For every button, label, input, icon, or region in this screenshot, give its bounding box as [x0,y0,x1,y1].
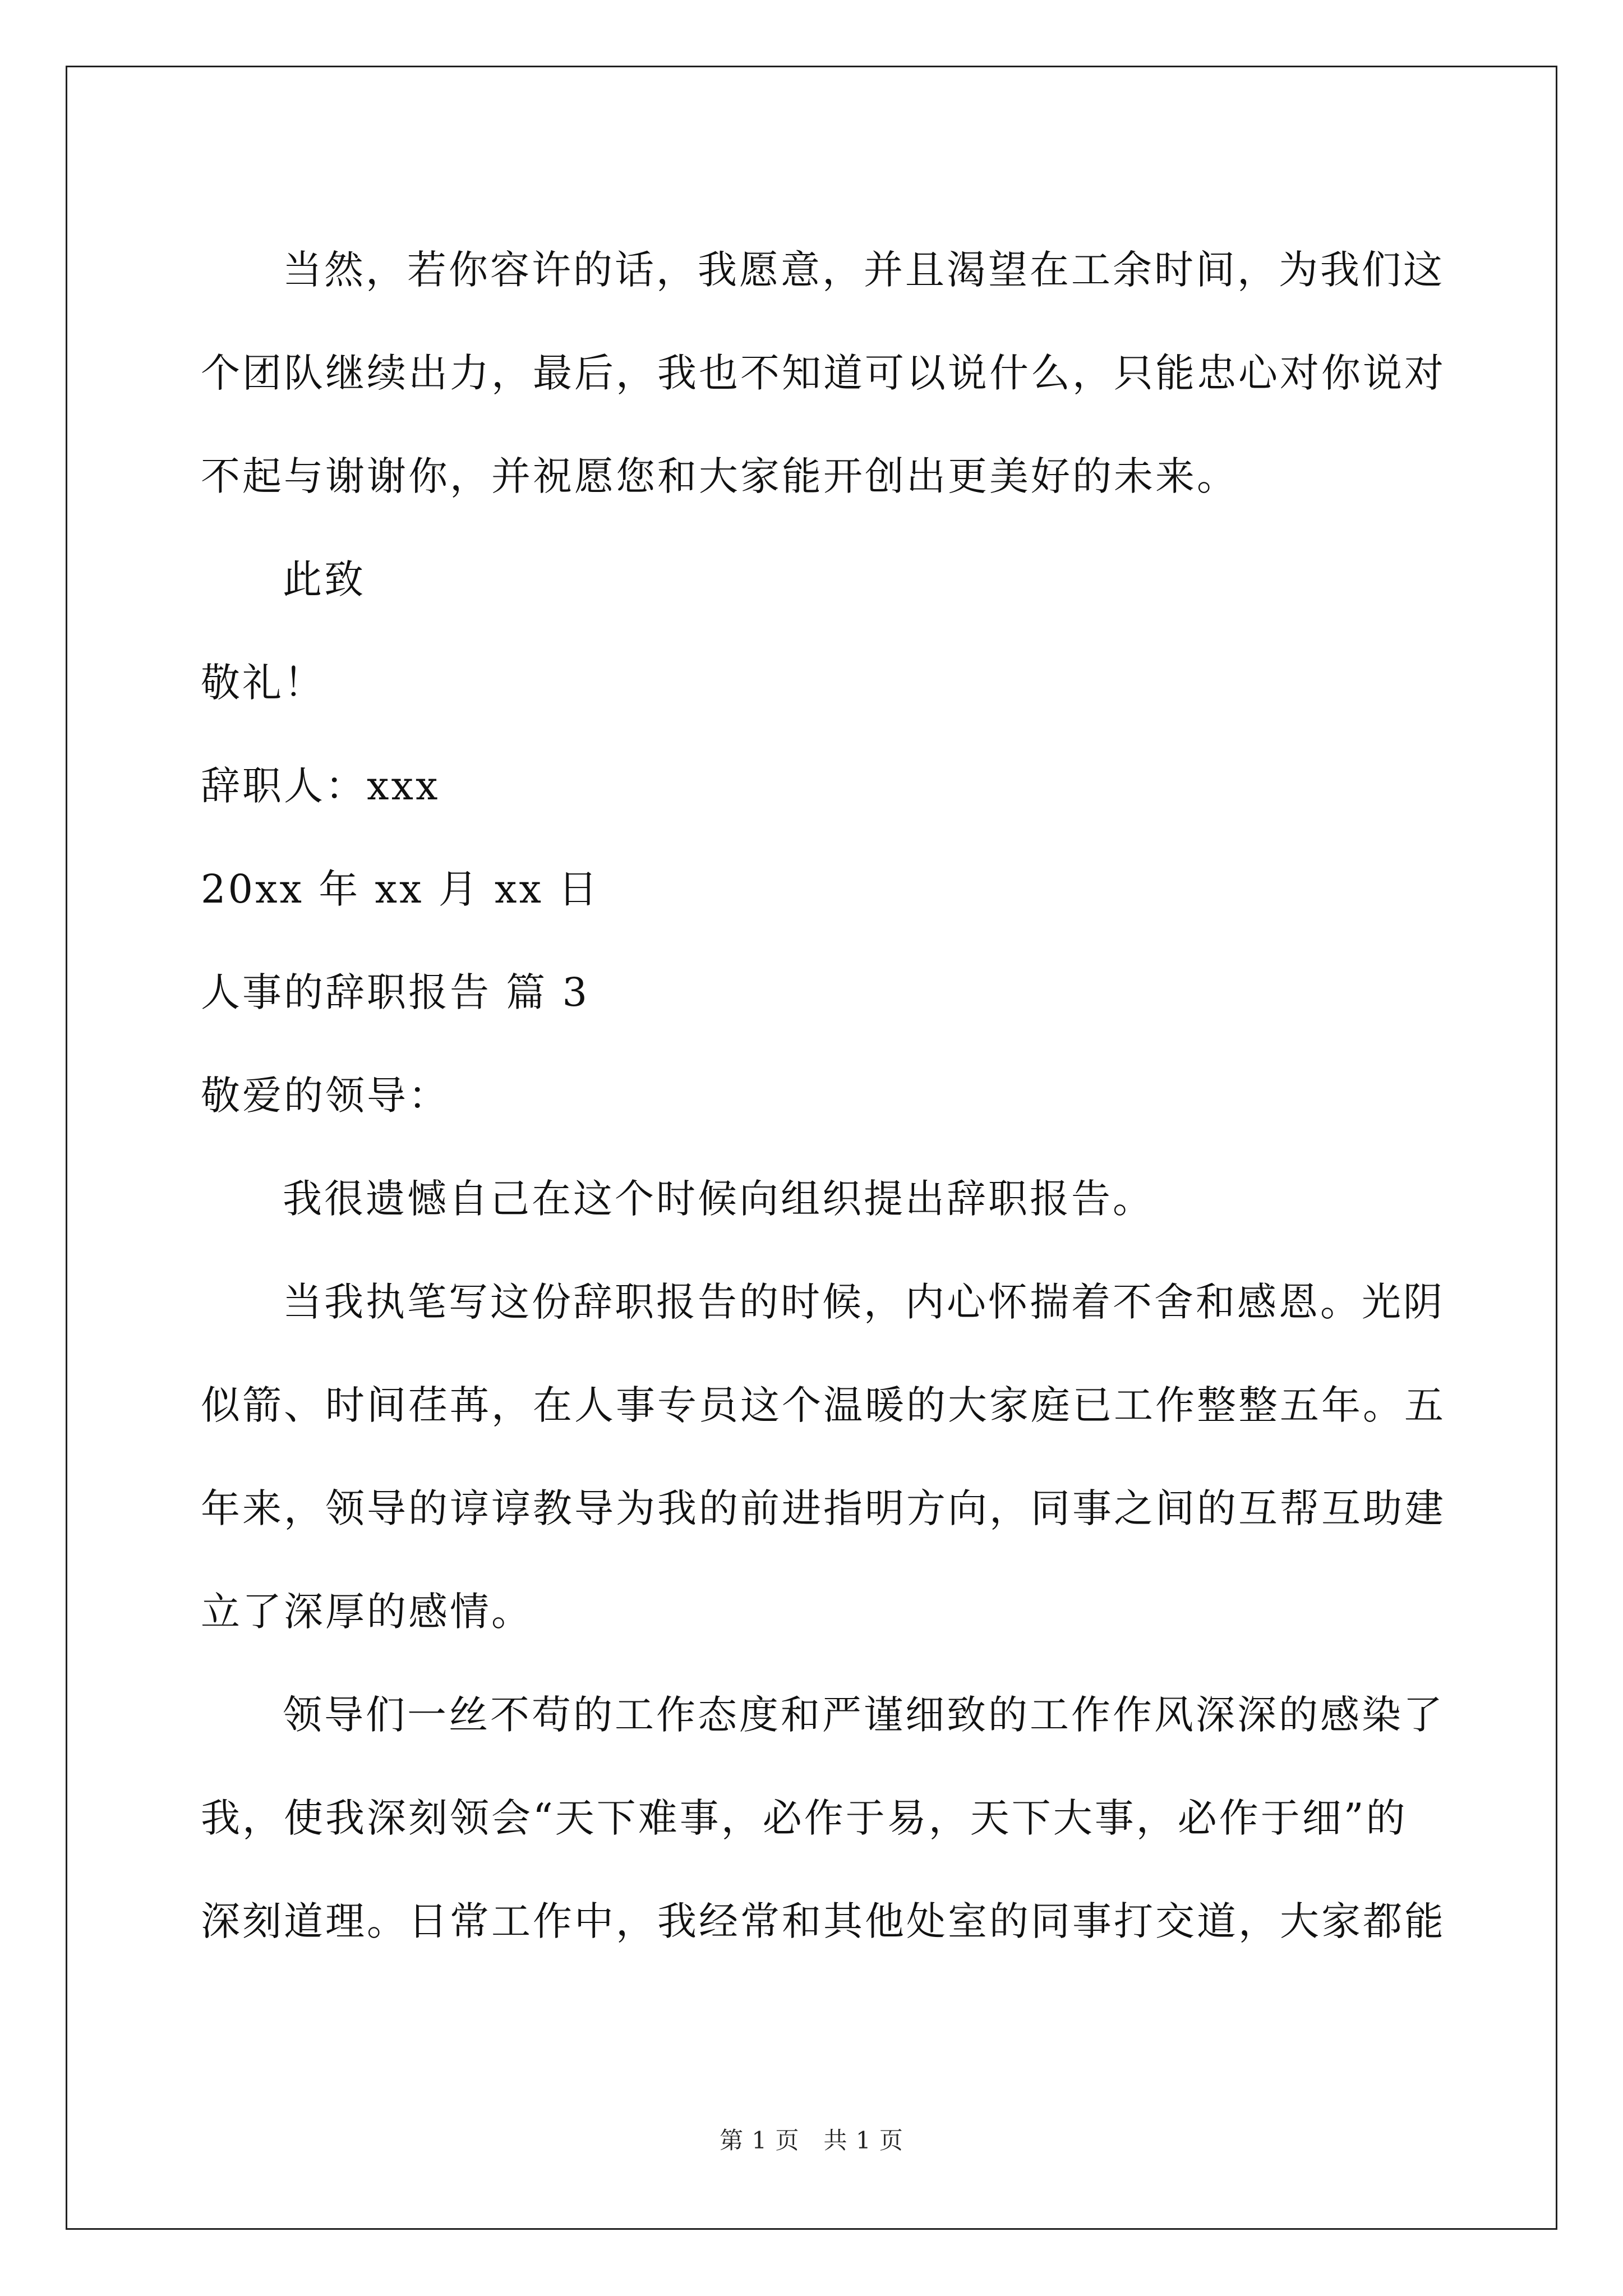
paragraph-line: 年来，领导的谆谆教导为我的前进指明方向，同事之间的互帮互助建 [201,1485,1446,1531]
salutation-closing: 敬礼！ [201,660,325,706]
paragraph-line: 深刻道理。日常工作中，我经常和其他处室的同事打交道，大家都能 [201,1898,1446,1944]
greeting: 敬爱的领导： [201,1073,450,1119]
paragraph-line: 不起与谢谢你，并祝愿您和大家能开创出更美好的未来。 [201,453,1238,499]
paragraph-line: 似箭、时间荏苒，在人事专员这个温暖的大家庭已工作整整五年。五 [201,1382,1446,1428]
paragraph-line: 我很遗憾自己在这个时候向组织提出辞职报告。 [283,1176,1154,1222]
paragraph-line: 立了深厚的感情。 [201,1589,533,1635]
signature-name: 辞职人：xxx [201,763,440,809]
signature-date: 20xx 年 xx 月 xx 日 [201,866,600,912]
paragraph-line: 个团队继续出力，最后，我也不知道可以说什么，只能忠心对你说对 [201,350,1446,396]
paragraph-line: 当然，若你容许的话，我愿意，并且渴望在工余时间，为我们这 [283,247,1445,293]
document-body [201,218,1446,1973]
paragraph-line: 领导们一丝不苟的工作态度和严谨细致的工作作风深深的感染了 [283,1692,1445,1738]
paragraph-line: 当我执笔写这份辞职报告的时候，内心怀揣着不舍和感恩。光阴 [283,1279,1445,1325]
closing-phrase: 此致 [283,556,366,602]
page-number-footer: 第 1 页 共 1 页 [720,2127,903,2154]
paragraph-line: 我，使我深刻领会“天下难事，必作于易，天下大事，必作于细”的 [201,1795,1408,1841]
section-heading: 人事的辞职报告 篇 3 [201,969,590,1015]
